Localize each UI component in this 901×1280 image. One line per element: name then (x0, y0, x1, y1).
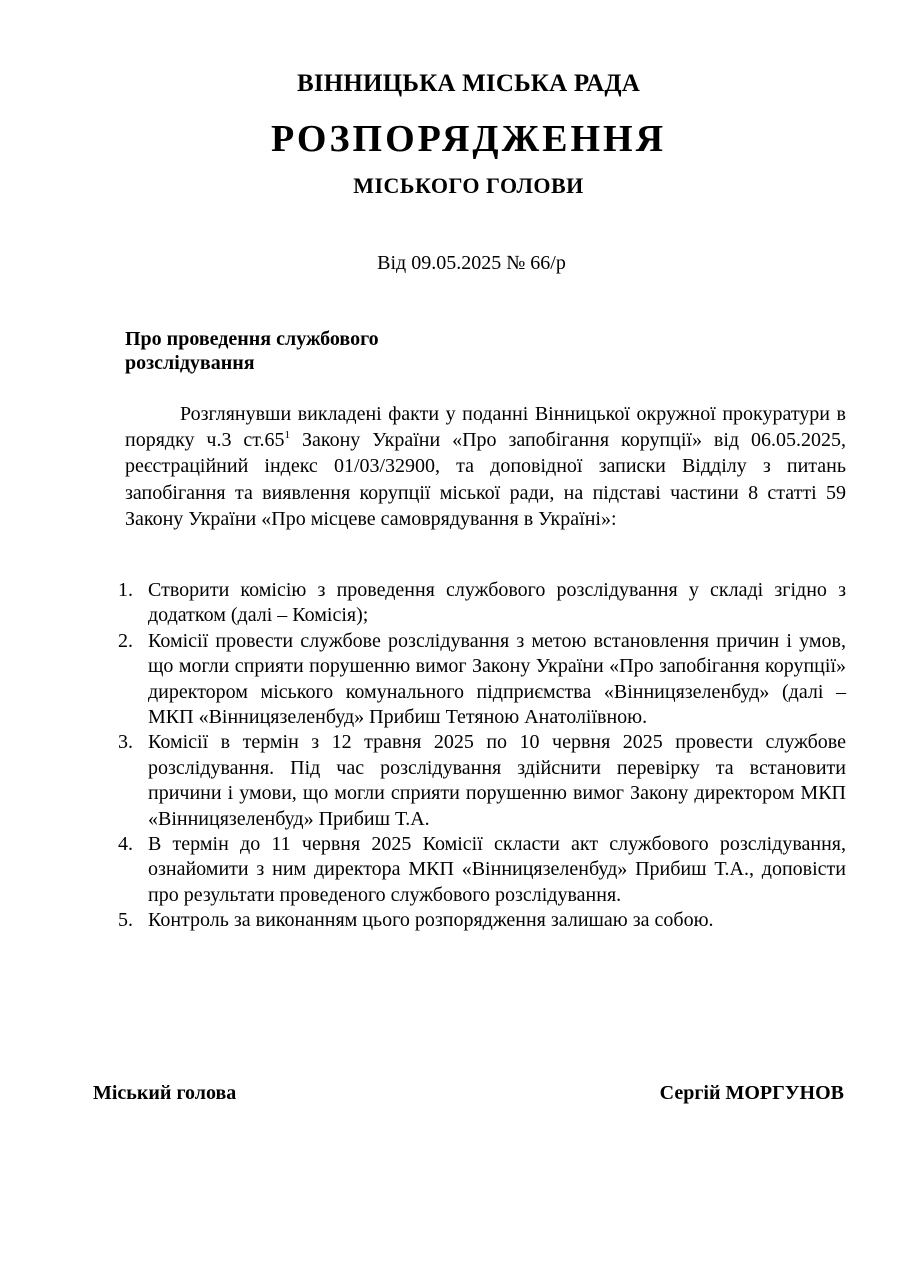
order-items-list (118, 578, 846, 934)
item-text: Комісії в термін з 12 травня 2025 по 10 червня 2025 провести службове розслідування. Під час розслідування здійснити перевірку та встановити причини і умови, що могли сприяти порушенню вимог Закону директором МКП «Вінницязеленбуд» Прибиш Т.А. (148, 731, 846, 830)
list-item (118, 578, 846, 629)
document-subject (125, 327, 525, 375)
signature-role: Міський голова (93, 1082, 237, 1104)
document-subtype: МІСЬКОГО ГОЛОВИ (353, 173, 584, 198)
document-date-number: Від 09.05.2025 № 66/р (377, 252, 566, 274)
item-number: 4. (118, 833, 133, 856)
item-text: Створити комісію з проведення службового розслідування у складі згідно з додатком (далі – Комісія); (148, 579, 846, 627)
item-number: 5. (118, 909, 133, 932)
item-number: 3. (118, 731, 133, 754)
item-text: Комісії провести службове розслідування з метою встановлення причин і умов, що могли сприяти порушенню вимог Закону України «Про запобігання корупції» директором міського комунального підприємства «Вінницязеленбуд» (далі – МКП «Вінницязеленбуд» Прибиш Тетяною Анатоліївною. (148, 629, 846, 729)
preamble-part-2: Закону України «Про запобігання корупції» від 06.05.2025, реєстраційний індекс 01/03/32900, та доповідної записки Відділу з питань запобігання та виявлення корупції міської ради, на підставі частини 8 статті 59 Закону України «Про місцеве самоврядування в Україні»: (125, 429, 846, 530)
subject-line-2: розслідування (125, 352, 255, 374)
preamble-part-1: Розглянувши викладені факти у поданні Вінницької окружної прокуратури в порядку ч.3 ст.65 (125, 403, 846, 452)
list-item (118, 908, 846, 933)
item-text: Контроль за виконанням цього розпорядження залишаю за собою. (148, 909, 714, 932)
item-text: В термін до 11 червня 2025 Комісії скласти акт службового розслідування, ознайомити з ним директора МКП «Вінницязеленбуд» Прибиш Т.А., доповісти про результати проведеного службового розслідування. (148, 833, 846, 906)
list-item (118, 730, 846, 832)
list-item (118, 832, 846, 908)
preamble-paragraph (125, 401, 846, 532)
signature-name: Сергій МОРГУНОВ (659, 1082, 844, 1104)
preamble-superscript: 1 (284, 429, 291, 442)
subject-line-1: Про проведення службового (125, 328, 379, 350)
list-item (118, 629, 846, 731)
item-number: 1. (118, 579, 133, 601)
item-number: 2. (118, 629, 133, 652)
council-name: ВІННИЦЬКА МІСЬКА РАДА (296, 70, 641, 97)
document-type: РОЗПОРЯДЖЕННЯ (270, 118, 667, 160)
